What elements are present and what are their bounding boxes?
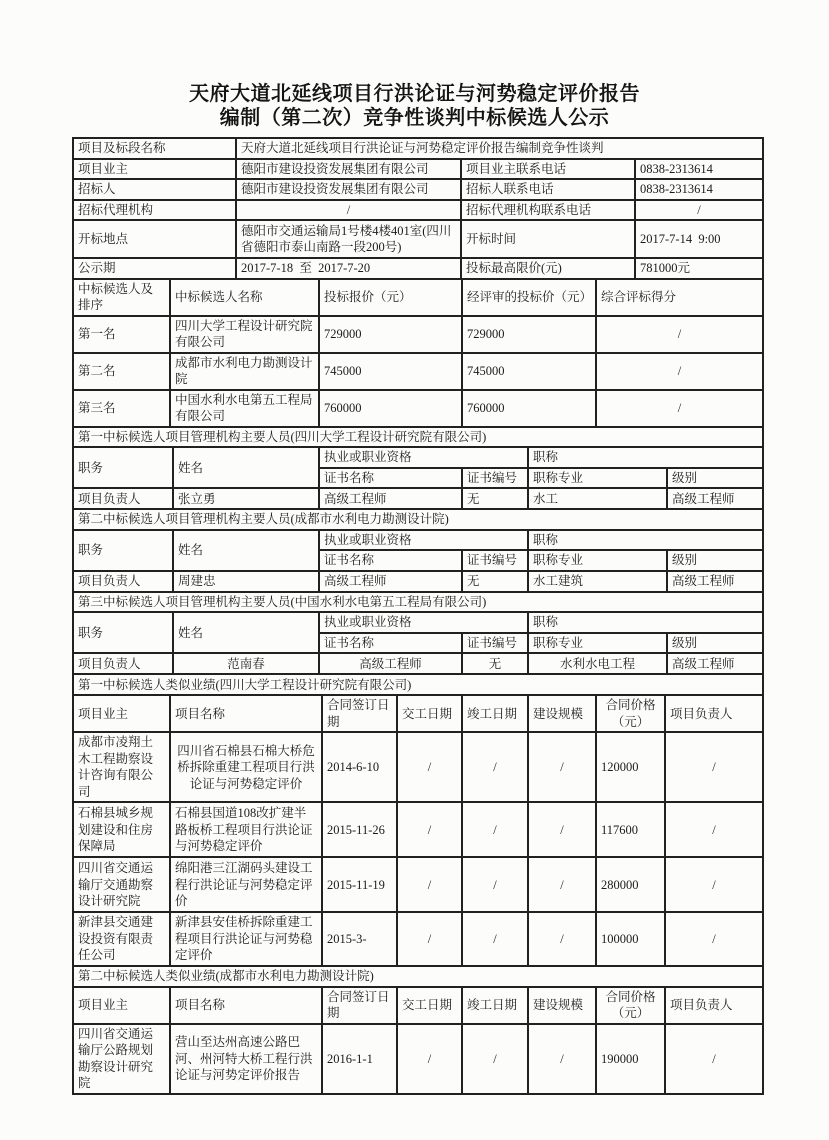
col-person-name: 姓名 (173, 612, 319, 653)
project-info-table (72, 137, 764, 280)
candidate-evaluated: 729000 (462, 316, 596, 353)
candidate-name: 中国水利水电第五工程局有限公司 (170, 390, 319, 427)
col-level: 级别 (667, 550, 763, 571)
candidate-row (73, 316, 763, 353)
personnel-row (73, 571, 763, 592)
col-major: 职称专业 (528, 633, 667, 654)
personnel-table-2 (72, 508, 764, 593)
col-cert-name: 证书名称 (319, 633, 462, 654)
owner-label: 项目业主 (73, 159, 236, 180)
candidate-bid: 729000 (319, 316, 462, 353)
perf-sign-date: 2016-1-1 (322, 1024, 397, 1094)
col-handover-date: 交工日期 (397, 987, 462, 1024)
owner-phone-label: 项目业主联系电话 (461, 159, 635, 180)
perf-handover: / (397, 732, 462, 802)
candidate-row (73, 353, 763, 390)
perf-price: 117600 (596, 802, 665, 857)
perf-completion: / (462, 912, 528, 966)
perf-manager: / (665, 732, 763, 802)
publicity-value: 2017-7-18 至 2017-7-20 (236, 258, 461, 279)
tenderer-label: 招标人 (73, 179, 236, 200)
page-title-line2: 编制（第二次）竞争性谈判中标候选人公示 (219, 107, 610, 130)
person-cert-no: 无 (462, 571, 528, 592)
publicity-label: 公示期 (73, 258, 236, 279)
announcement-table (72, 137, 762, 1095)
col-contract-price: 合同价格（元） (596, 695, 665, 732)
perf-handover: / (397, 1024, 462, 1094)
performance-header-row (73, 987, 763, 1024)
col-completion-date: 竣工日期 (462, 695, 528, 732)
candidate-name: 成都市水利电力勘测设计院 (170, 353, 319, 390)
col-project-name: 项目名称 (170, 695, 322, 732)
performance-row (73, 912, 763, 966)
col-scale: 建设规模 (528, 695, 596, 732)
perf-handover: / (397, 857, 462, 912)
col-cert-no: 证书编号 (462, 633, 528, 654)
candidate-score: / (596, 390, 763, 427)
tenderer-phone-value: 0838-2313614 (635, 179, 763, 200)
candidate-bid: 760000 (319, 390, 462, 427)
person-level: 高级工程师 (667, 653, 763, 674)
person-major: 水利水电工程 (528, 653, 667, 674)
col-major: 职称专业 (528, 468, 667, 489)
col-title: 职称 (528, 530, 763, 551)
personnel-row (73, 653, 763, 674)
person-cert-no: 无 (462, 653, 528, 674)
candidate-score: / (596, 353, 763, 390)
col-person-name: 姓名 (173, 530, 319, 571)
agency-phone-label: 招标代理机构联系电话 (461, 200, 635, 221)
candidate-name: 四川大学工程设计研究院有限公司 (170, 316, 319, 353)
person-level: 高级工程师 (667, 571, 763, 592)
col-qualification: 执业或职业资格 (319, 530, 528, 551)
candidate-evaluated: 745000 (462, 353, 596, 390)
col-level: 级别 (667, 468, 763, 489)
perf-handover: / (397, 912, 462, 966)
col-cert-no: 证书编号 (462, 550, 528, 571)
owner-phone-value: 0838-2313614 (635, 159, 763, 180)
col-evaluated-price: 经评审的投标价（元） (462, 279, 596, 316)
perf-sign-date: 2014-6-10 (322, 732, 397, 802)
col-contract-price: 合同价格（元） (596, 987, 665, 1024)
venue-value: 德阳市交通运输局1号楼4楼401室(四川省德阳市泰山南路一段200号) (236, 220, 461, 258)
performance-table-2 (72, 965, 764, 1095)
person-level: 高级工程师 (667, 488, 763, 509)
perf-price: 280000 (596, 857, 665, 912)
perf-sign-date: 2015-11-26 (322, 802, 397, 857)
personnel-row (73, 488, 763, 509)
perf-completion: / (462, 857, 528, 912)
person-cert-no: 无 (462, 488, 528, 509)
perf-owner: 石棉县城乡规划建设和住房保障局 (73, 802, 170, 857)
perf-manager: / (665, 802, 763, 857)
person-duty: 项目负责人 (73, 653, 173, 674)
candidate-rank: 第二名 (73, 353, 170, 390)
perf-sign-date: 2015-3- (322, 912, 397, 966)
perf-owner: 四川省交通运输厅公路规划勘察设计研究院 (73, 1024, 170, 1094)
perf-owner: 新津县交通建设投资有限责任公司 (73, 912, 170, 966)
col-project-manager: 项目负责人 (665, 695, 763, 732)
col-score: 综合评标得分 (596, 279, 763, 316)
perf-sign-date: 2015-11-19 (322, 857, 397, 912)
col-project-name: 项目名称 (170, 987, 322, 1024)
perf-project: 营山至达州高速公路巴河、州河特大桥工程行洪论证与河势定评价报告 (170, 1024, 322, 1094)
performance-row (73, 802, 763, 857)
col-project-manager: 项目负责人 (665, 987, 763, 1024)
page-title (0, 0, 829, 131)
personnel-section-title: 第三中标候选人项目管理机构主要人员(中国水利水电第五工程局有限公司) (73, 592, 763, 613)
perf-project: 四川省石棉县石棉大桥危桥拆除重建工程项目行洪论证与河势稳定评价 (170, 732, 322, 802)
col-project-owner: 项目业主 (73, 987, 170, 1024)
candidate-bid: 745000 (319, 353, 462, 390)
perf-scale: / (528, 912, 596, 966)
perf-project: 绵阳港三江湖码头建设工程行洪论证与河势稳定评价 (170, 857, 322, 912)
person-duty: 项目负责人 (73, 571, 173, 592)
perf-scale: / (528, 732, 596, 802)
col-person-name: 姓名 (173, 447, 319, 488)
perf-manager: / (665, 857, 763, 912)
open-time-label: 开标时间 (461, 220, 635, 258)
performance-section-title: 第二中标候选人类似业绩(成都市水利电力勘测设计院) (73, 966, 763, 987)
col-scale: 建设规模 (528, 987, 596, 1024)
col-project-owner: 项目业主 (73, 695, 170, 732)
perf-completion: / (462, 1024, 528, 1094)
agency-label: 招标代理机构 (73, 200, 236, 221)
max-price-label: 投标最高限价(元) (461, 258, 635, 279)
tenderer-phone-label: 招标人联系电话 (461, 179, 635, 200)
col-qualification: 执业或职业资格 (319, 612, 528, 633)
candidate-rank: 第三名 (73, 390, 170, 427)
performance-row (73, 1024, 763, 1094)
candidates-header-row (73, 279, 763, 316)
perf-handover: / (397, 802, 462, 857)
col-duty: 职务 (73, 530, 173, 571)
page-title-line1: 天府大道北延线项目行洪论证与河势稳定评价报告 (189, 83, 640, 105)
person-major: 水工建筑 (528, 571, 667, 592)
col-bid-price: 投标报价（元） (319, 279, 462, 316)
performance-row (73, 732, 763, 802)
perf-scale: / (528, 857, 596, 912)
person-duty: 项目负责人 (73, 488, 173, 509)
col-sign-date: 合同签订日期 (322, 987, 397, 1024)
col-cert-name: 证书名称 (319, 468, 462, 489)
col-level: 级别 (667, 633, 763, 654)
col-title: 职称 (528, 447, 763, 468)
col-duty: 职务 (73, 612, 173, 653)
agency-value: / (236, 200, 461, 221)
perf-scale: / (528, 1024, 596, 1094)
performance-header-row (73, 695, 763, 732)
col-cert-no: 证书编号 (462, 468, 528, 489)
person-name: 周建忠 (173, 571, 319, 592)
person-cert-name: 高级工程师 (319, 571, 462, 592)
perf-price: 120000 (596, 732, 665, 802)
perf-completion: / (462, 802, 528, 857)
personnel-section-title: 第一中标候选人项目管理机构主要人员(四川大学工程设计研究院有限公司) (73, 427, 763, 448)
perf-manager: / (665, 912, 763, 966)
agency-phone-value: / (635, 200, 763, 221)
perf-price: 100000 (596, 912, 665, 966)
performance-row (73, 857, 763, 912)
perf-owner: 成都市凌翔土木工程勘察设计咨询有限公司 (73, 732, 170, 802)
col-candidate-name: 中标候选人名称 (170, 279, 319, 316)
person-major: 水工 (528, 488, 667, 509)
person-cert-name: 高级工程师 (319, 488, 462, 509)
perf-project: 石棉县国道108改扩建半路板桥工程项目行洪论证与河势稳定评价 (170, 802, 322, 857)
personnel-table-3 (72, 591, 764, 676)
open-time-value: 2017-7-14 9:00 (635, 220, 763, 258)
col-completion-date: 竣工日期 (462, 987, 528, 1024)
tenderer-value: 德阳市建设投资发展集团有限公司 (236, 179, 461, 200)
col-duty: 职务 (73, 447, 173, 488)
col-cert-name: 证书名称 (319, 550, 462, 571)
perf-manager: / (665, 1024, 763, 1094)
col-title: 职称 (528, 612, 763, 633)
col-qualification: 执业或职业资格 (319, 447, 528, 468)
person-name: 范南春 (173, 653, 319, 674)
personnel-table-1 (72, 426, 764, 511)
max-price-value: 781000元 (635, 258, 763, 279)
perf-price: 190000 (596, 1024, 665, 1094)
perf-project: 新津县安佳桥拆除重建工程项目行洪论证与河势稳定评价 (170, 912, 322, 966)
project-name-label: 项目及标段名称 (73, 138, 236, 159)
performance-section-title: 第一中标候选人类似业绩(四川大学工程设计研究院有限公司) (73, 674, 763, 695)
candidate-rank: 第一名 (73, 316, 170, 353)
col-major: 职称专业 (528, 550, 667, 571)
col-sign-date: 合同签订日期 (322, 695, 397, 732)
owner-value: 德阳市建设投资发展集团有限公司 (236, 159, 461, 180)
candidate-row (73, 390, 763, 427)
perf-completion: / (462, 732, 528, 802)
perf-scale: / (528, 802, 596, 857)
col-rank: 中标候选人及排序 (73, 279, 170, 316)
col-handover-date: 交工日期 (397, 695, 462, 732)
performance-table-1 (72, 673, 764, 967)
candidate-evaluated: 760000 (462, 390, 596, 427)
person-name: 张立勇 (173, 488, 319, 509)
candidate-score: / (596, 316, 763, 353)
project-name-value: 天府大道北延线项目行洪论证与河势稳定评价报告编制竞争性谈判 (236, 138, 763, 159)
personnel-section-title: 第二中标候选人项目管理机构主要人员(成都市水利电力勘测设计院) (73, 509, 763, 530)
person-cert-name: 高级工程师 (319, 653, 462, 674)
candidates-table (72, 278, 764, 428)
venue-label: 开标地点 (73, 220, 236, 258)
perf-owner: 四川省交通运输厅交通勘察设计研究院 (73, 857, 170, 912)
